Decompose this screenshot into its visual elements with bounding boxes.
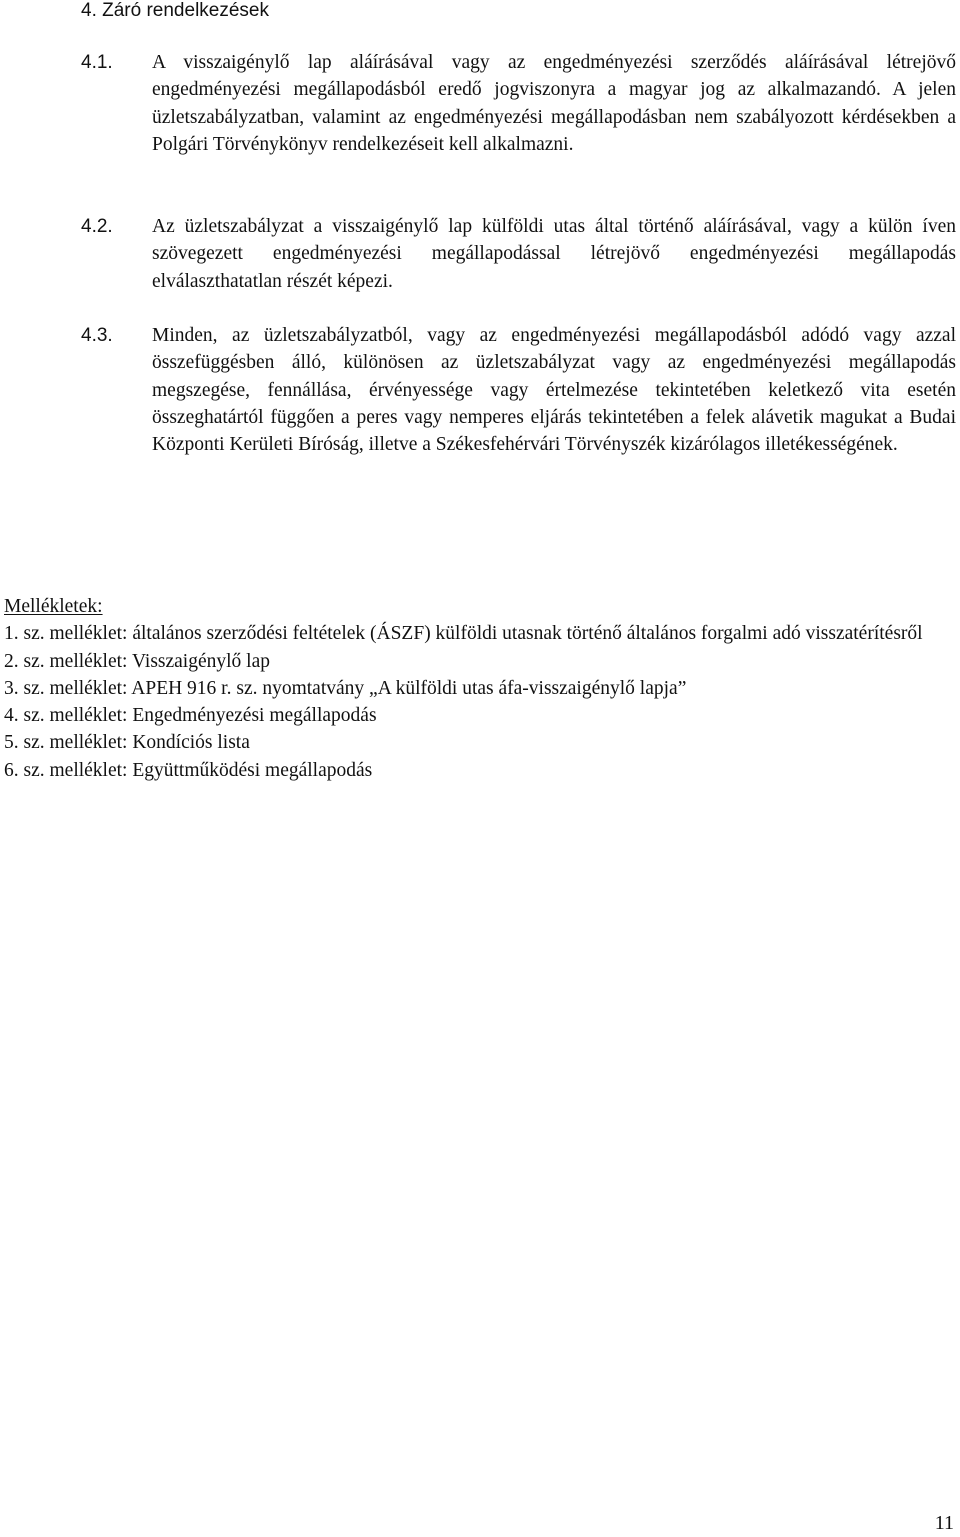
clause-number: 4.1. (81, 52, 113, 73)
page-number: 11 (934, 1512, 954, 1534)
annex-item: 3. sz. melléklet: APEH 916 r. sz. nyomtatvány „A külföldi utas áfa-visszaigénylő lapja” (4, 677, 687, 699)
annex-item: 6. sz. melléklet: Együttműködési megállapodás (4, 759, 373, 781)
annex-item: 1. sz. melléklet: általános szerződési feltételek (ÁSZF) külföldi utasnak történő általános forgalmi adó visszatérítésről (4, 623, 923, 645)
annex-item: 2. sz. melléklet: Visszaigénylő lap (4, 650, 270, 672)
annex-block (4, 593, 956, 784)
clause-text: Az üzletszabályzat a visszaigénylő lap külföldi utas által történő aláírásával, vagy a külön íven szövegezett engedményezési megállapodással létrejövő engedményezési megállapodás elválaszthatatlan részét képezi. (152, 216, 956, 292)
clause-text: A visszaigénylő lap aláírásával vagy az engedményezési szerződés aláírásával létrejövő engedményezési megállapodásból eredő jogviszonyra a magyar jog az alkalmazandó. A jelen üzletszabályzatban, valamint az engedményezési megállapodásban nem szabályozott kérdésekben a Polgári Törvénykönyv rendelkezéseit kell alkalmazni. (152, 52, 956, 155)
clause-text: Minden, az üzletszabályzatból, vagy az engedményezési megállapodásból adódó vagy azzal összefüggésben álló, különösen az üzletszabályzat vagy az engedményezési megállapodás megszegése, fennállása, érvényessége vagy értelmezése tekintetében keletkező vita esetén összeghatártól függően a peres vagy nemperes eljárás tekintetében a felek alávetik magukat a Budai Központi Kerületi Bíróság, illetve a Székesfehérvári Törvényszék kizárólagos illetékességének. (152, 325, 956, 456)
annex-item: 5. sz. melléklet: Kondíciós lista (4, 732, 250, 754)
annex-list (4, 620, 956, 784)
clause-number: 4.2. (81, 216, 113, 237)
section-heading: 4. Záró rendelkezések (81, 0, 269, 21)
clause-number: 4.3. (81, 325, 113, 346)
annex-item: 4. sz. melléklet: Engedményezési megállapodás (4, 705, 377, 727)
annex-title: Mellékletek: (4, 596, 103, 617)
